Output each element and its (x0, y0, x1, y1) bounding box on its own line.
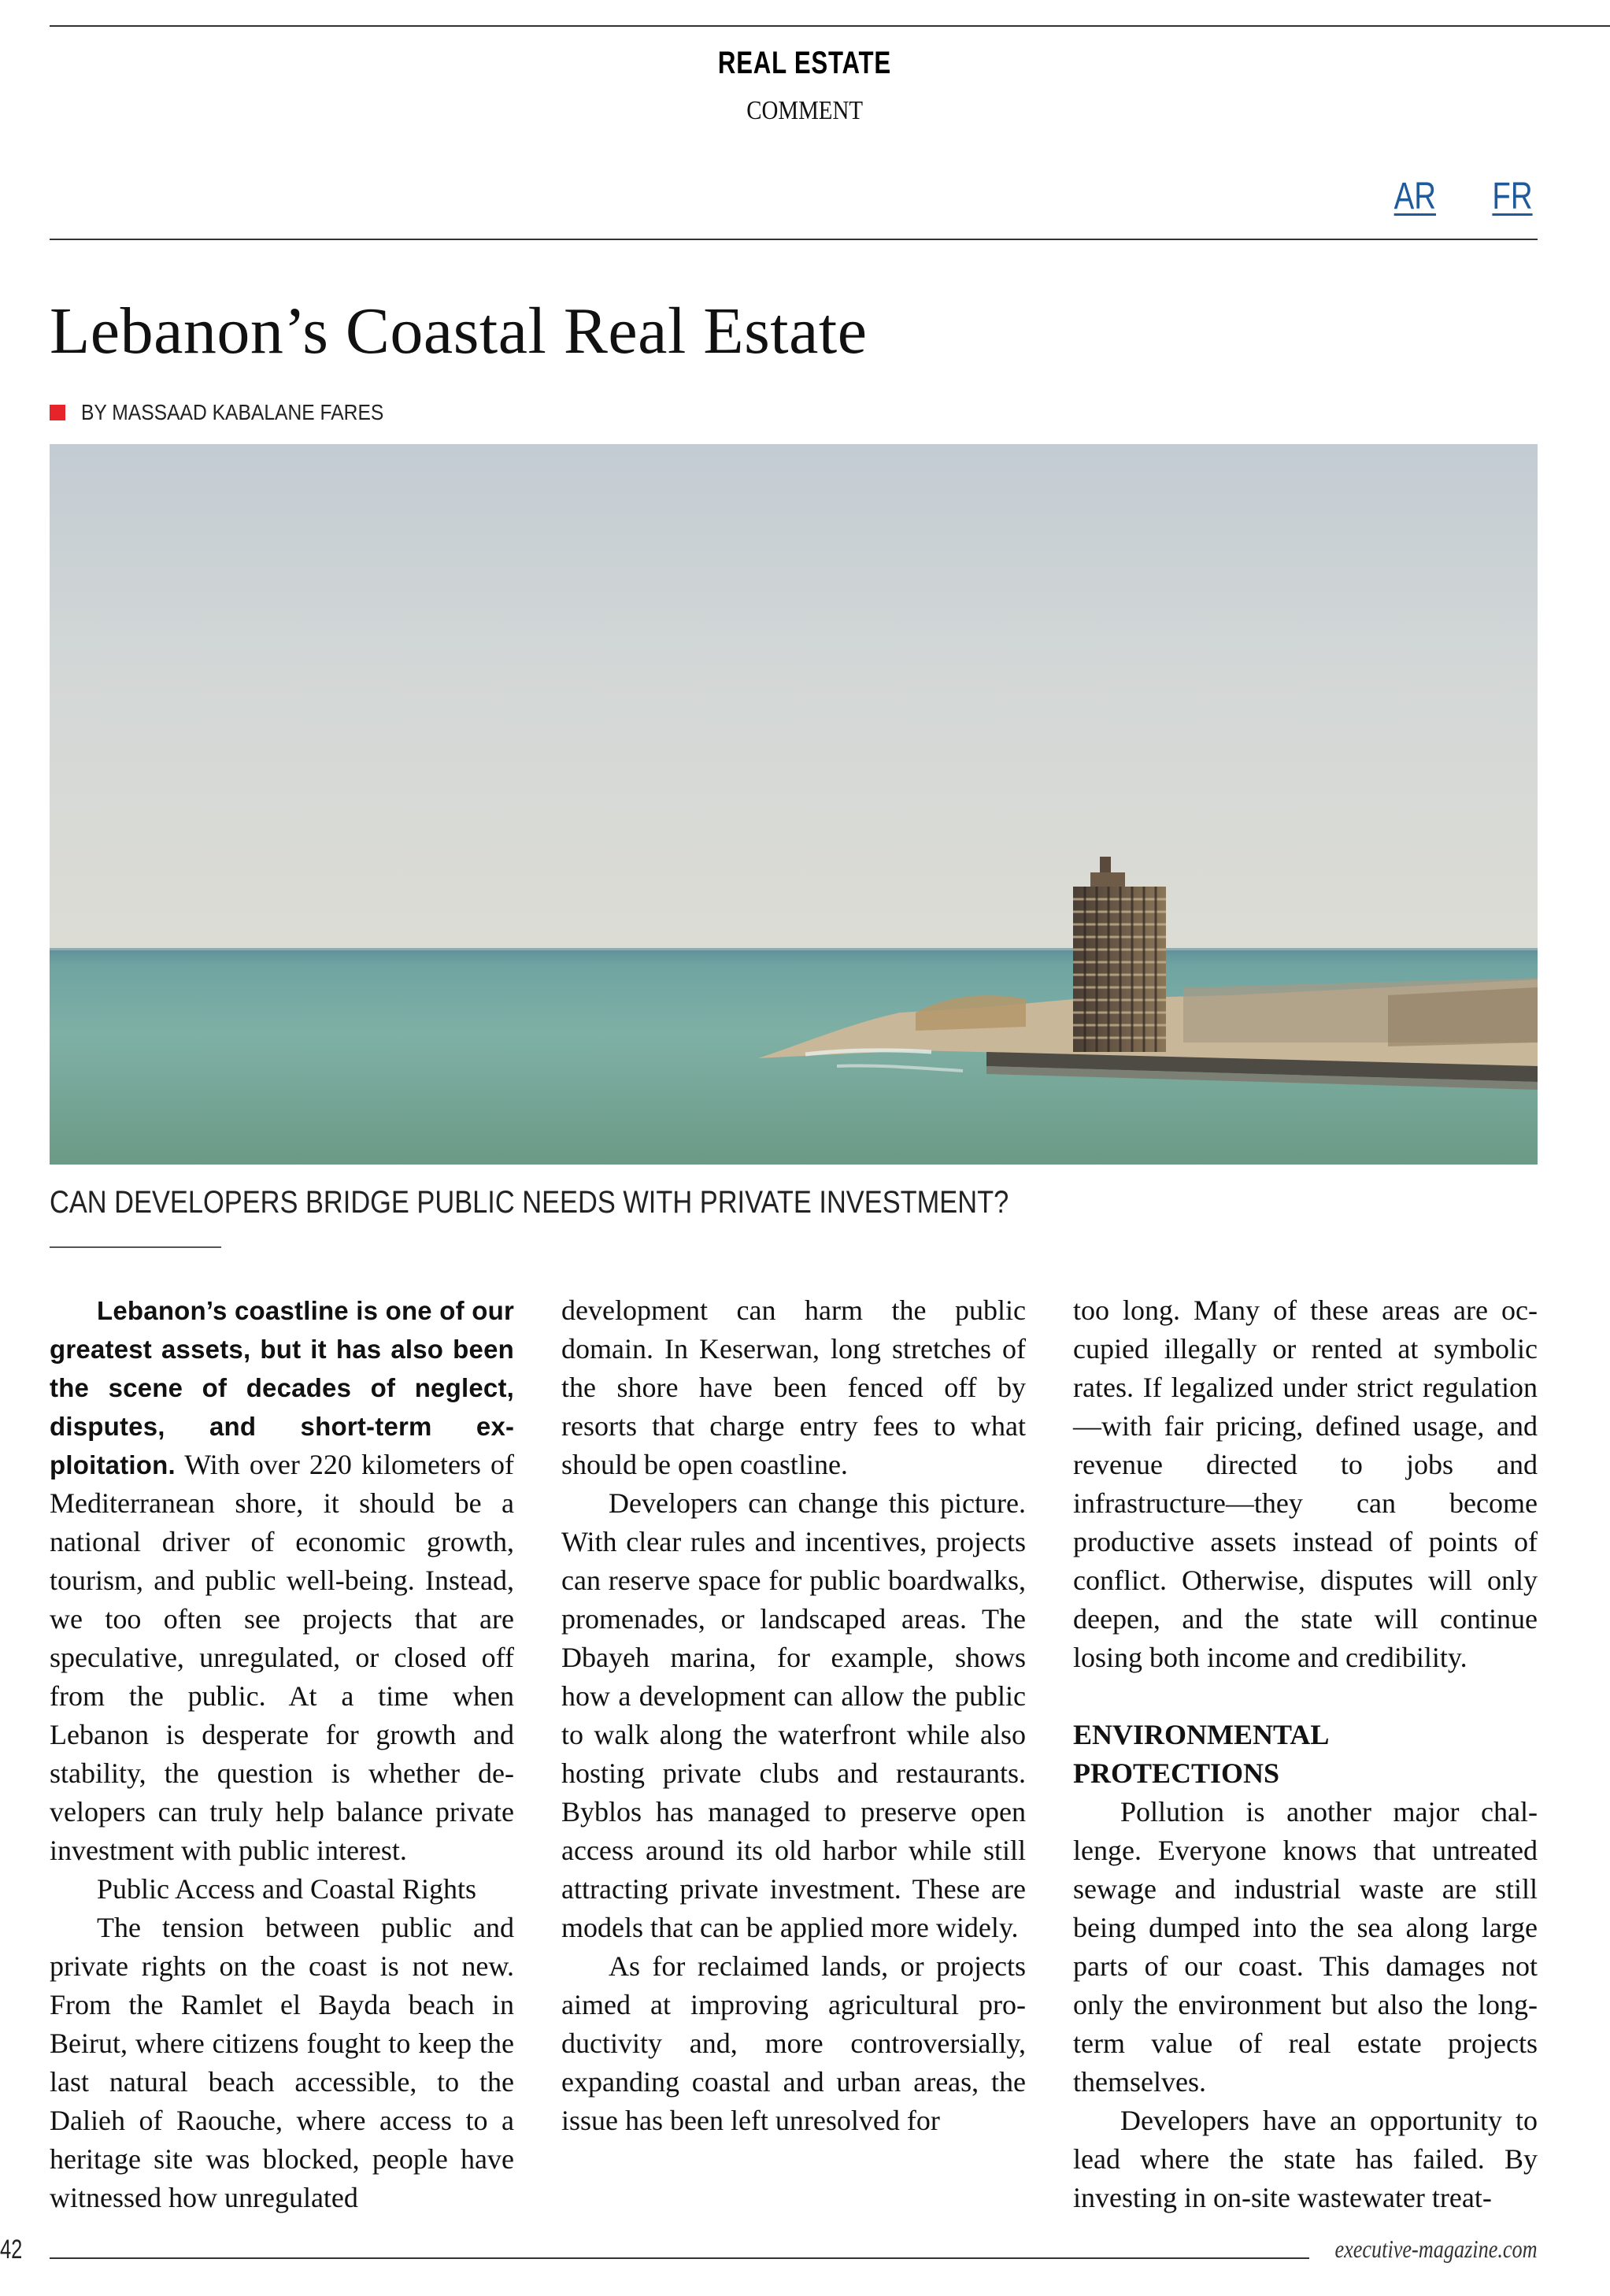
header-divider (50, 239, 1538, 240)
lead-text: With over 220 kilometers of Mediterranean shore, it should be a national driver of economic growth, tourism, and public well-being. Instead, we too often see projects that are speculative, unregulated, or closed off from the public. At a time when Lebanon is desperate for growth and stability, the question is whether developers can truly help balance private investment with public interest. (50, 1449, 514, 1866)
paragraph: The tension between public and private rights on the coast is not new. From the Ramlet el Bayda beach in Beirut, where citizens fought to keep the last natural beach accessible, to the Dalieh of Raouche, where access to a heritage site was blocked, people have witnessed how unregulated (50, 1912, 514, 2213)
page-number: 42 (0, 2235, 23, 2265)
paragraph: Pollution is another major challenge. Everyone knows that untreated sewage and industrial waste are still being dumped into the sea along large parts of our coast. This damages not only the environment but also the long-term value of real estate projects themselves. (1073, 1796, 1538, 2098)
article-title: Lebanon’s Coastal Real Estate (50, 294, 868, 368)
footer-rule (50, 2257, 1309, 2259)
paragraph-continued: development can harm the public domain. In Keserwan, long stretches of the shore have been fenced off by resorts that charge entry fees to what should be open coastline. (561, 1294, 1026, 1480)
deck-divider (50, 1246, 221, 1248)
paragraph: Developers have an opportunity to lead where the state has failed. By investing in on-site wastewater treat- (1073, 2105, 1538, 2213)
top-rule (50, 25, 1610, 27)
byline-text: BY MASSAAD KABALANE FARES (81, 400, 384, 424)
subhead-public-access: Public Access and Coastal Rights (97, 1873, 476, 1905)
language-links (1389, 175, 1538, 218)
section-title: REAL ESTATE (717, 46, 891, 80)
hero-photo-image (50, 444, 1538, 1165)
paragraph-continued: too long. Many of these areas are occupied illegally or rented at symbolic rates. If legalized under strict regulation—with fair pricing, defined usage, and revenue directed to jobs and infrastructure—they can become productive assets instead of points of conflict. Otherwise, disputes will only deepen, and the state will continue losing both income and credibility. (1073, 1294, 1538, 1673)
language-link-ar[interactable]: AR (1393, 176, 1437, 217)
article-column-3 (1073, 1291, 1538, 2217)
byline-marker-icon (50, 405, 65, 420)
article-column-1 (50, 1291, 514, 2217)
language-link-fr[interactable]: FR (1492, 176, 1533, 217)
byline (50, 400, 425, 425)
subhead-environmental-protections: ENVIRONMENTAL PROTECTIONS (1073, 1719, 1328, 1789)
article-deck: CAN DEVELOPERS BRIDGE PUBLIC NEEDS WITH PRIVATE INVESTMENT? (50, 1185, 1009, 1220)
footer-website: executive-magazine.com (1334, 2235, 1538, 2263)
paragraph: Developers can change this picture. With clear rules and incentives, projects can reserve space for public boardwalks, promenades, or landscaped areas. The Dbayeh marina, for example, shows how a development can allow the public to walk along the waterfront while also hosting private clubs and restaurants. Byblos has managed to preserve open access around its old harbor while still attracting private investment. These are models that can be applied more widely. (561, 1487, 1026, 1943)
lead-bold-text: Lebanon’s coastline is one of our greatest assets, but it has also been the scene of decades of neglect, disputes, and short-term exploitation. (50, 1296, 514, 1479)
hero-photo (50, 444, 1538, 1165)
section-subtitle: COMMENT (746, 96, 863, 125)
sky (50, 444, 1538, 950)
paragraph: As for reclaimed lands, or projects aimed at improving agricultural productivity and, more controversially, expanding coastal and urban areas, the issue has been left unresolved for (561, 1950, 1026, 2136)
lead-paragraph (50, 1291, 514, 1870)
article-column-2 (561, 1291, 1026, 2140)
